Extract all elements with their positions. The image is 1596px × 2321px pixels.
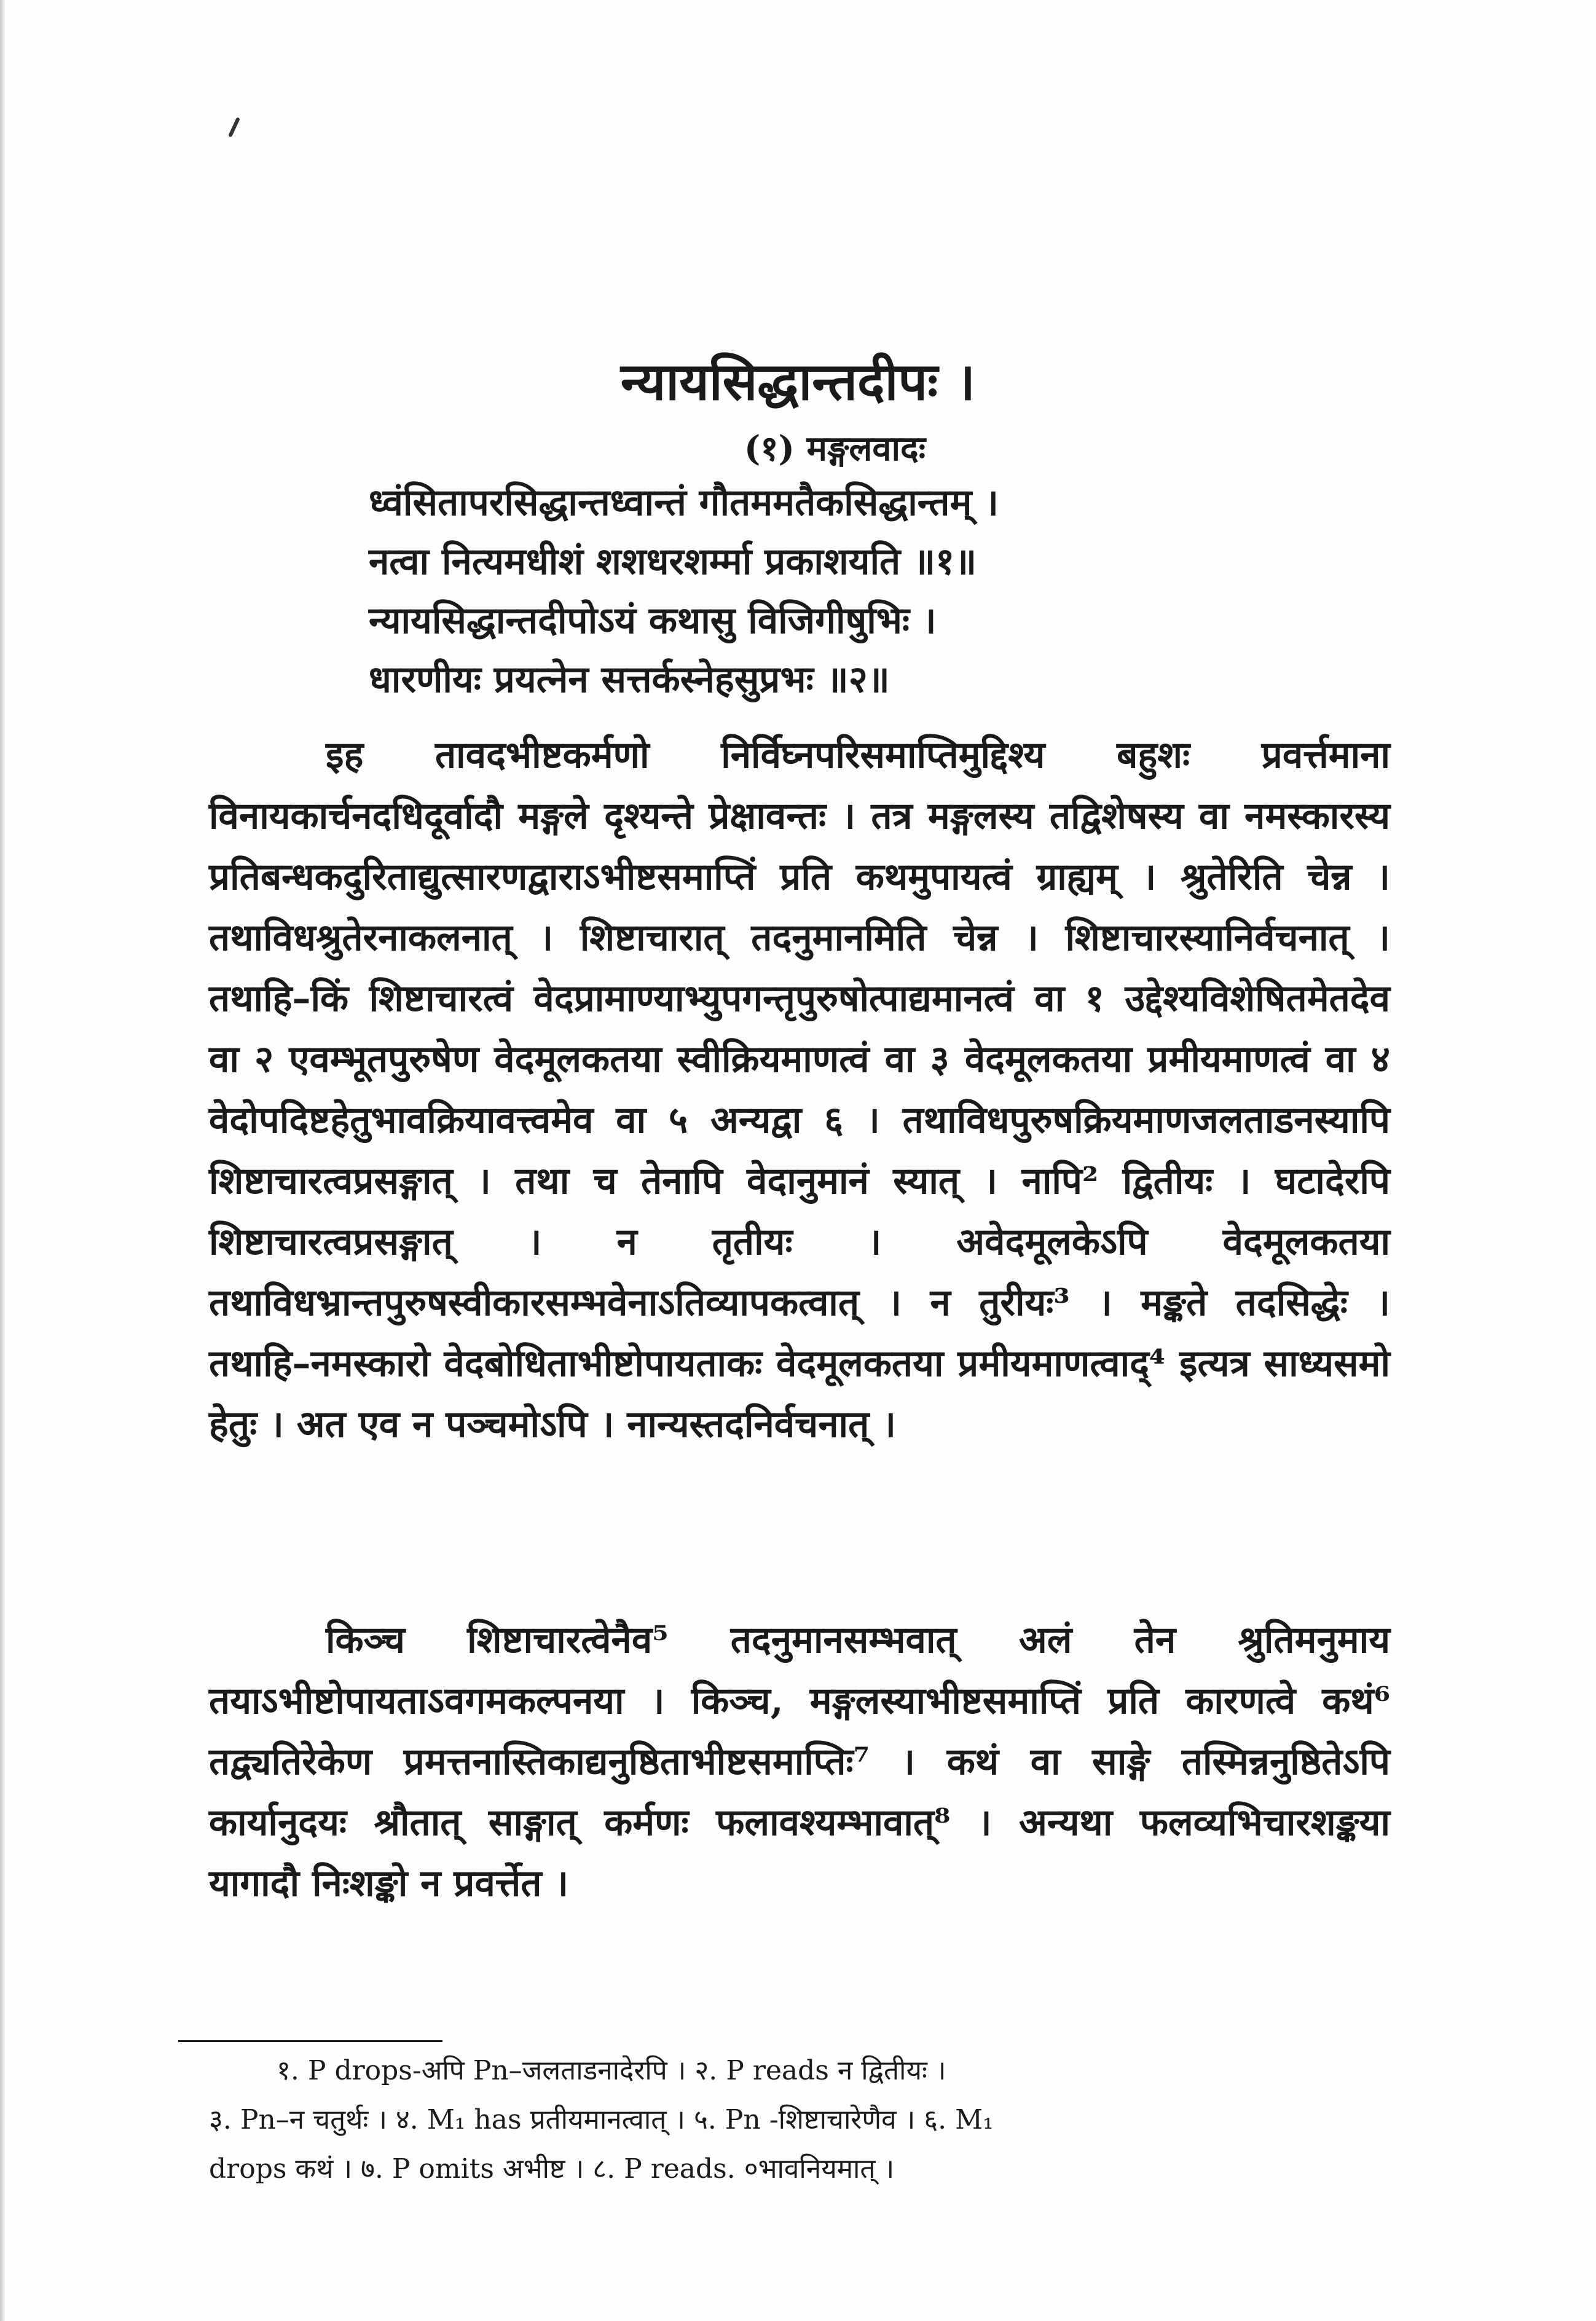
verse-line: धारणीयः प्रयत्नेन सत्तर्कस्नेहसुप्रभः ॥२॥	[369, 658, 890, 701]
verse-line: ध्वंसितापरसिद्धान्तध्वान्तं गौतममतैकसिद्धान्तम् ।	[369, 481, 999, 524]
body-paragraph-1	[209, 725, 1390, 1455]
paragraph-text: इह तावदभीष्टकर्मणो निर्विघ्नपरिसमाप्तिमुद्दिश्य बहुशः प्रवर्त्तमाना विनायकार्चनदधिदूर्वादौ मङ्गले दृश्यन्ते प्रेक्षावन्तः । तत्र मङ्गलस्य तद्विशेषस्य वा नमस्कारस्य प्रतिबन्धकदुरिताद्युत्सारणद्वाराऽभीष्टसमाप्तिं प्रति कथमुपायत्वं ग्राह्यम् । श्रुतेरिति चेन्न । तथाविधश्रुतेरनाकलनात् । शिष्टाचारात् तदनुमानमिति चेन्न । शिष्टाचारस्यानिर्वचनात् । तथाहि–किं शिष्टाचारत्वं वेदप्रामाण्याभ्युपगन्तृपुरुषोत्पाद्यमानत्वं वा १ उद्देश्यविशेषितमेतदेव वा २ एवम्भूतपुरुषेण वेदमूलकतया स्वीक्रियमाणत्वं वा ३ वेदमूलकतया प्रमीयमाणत्वं वा ४ वेदोपदिष्टहेतुभावक्रियावत्त्वमेव वा ५ अन्यद्वा ६ । तथाविधपुरुषक्रियमाणजलताडनस्यापि शिष्टाचारत्वप्रसङ्गात् । तथा च तेनापि वेदानुमानं स्यात् । नापि² द्वितीयः । घटादेरपि शिष्टाचारत्वप्रसङ्गात् । न तृतीयः । अवेदमूलकेऽपि वेदमूलकतया तथाविधभ्रान्तपुरुषस्वीकारसम्भवेनाऽतिव्यापकत्वात् । न तुरीयः³ । मङ्कते तदसिद्धेः । तथाहि–नमस्कारो वेदबोधिताभीष्टोपायताकः वेदमूलकतया प्रमीयमाणत्वाद्⁴ इत्यत्र साध्यसमो हेतुः । अत एव न पञ्चमोऽपि । नान्यस्तदनिर्वचनात् ।	[209, 734, 1390, 1446]
body-paragraph-2	[209, 1610, 1390, 1914]
page-title: न्यायसिद्धान्तदीपः ।	[620, 351, 976, 412]
footnotes	[209, 2046, 1390, 2194]
section-heading: (१) मङ्गलवादः	[744, 428, 926, 469]
footnote-line: drops कथं । ७. P omits अभीष्ट । ८. P reads. ०भावनियमात् ।	[209, 2153, 895, 2185]
footnote-divider	[178, 2040, 442, 2042]
opening-verses	[369, 473, 1413, 709]
stray-ink-mark	[228, 117, 240, 137]
footnote-line: ३. Pn–न चतुर्थः । ४. M₁ has प्रतीयमानत्वात् । ५. Pn -शिष्टाचारेणैव । ६. M₁	[209, 2104, 994, 2135]
verse-line: न्यायसिद्धान्तदीपोऽयं कथासु विजिगीषुभिः ।	[369, 599, 937, 642]
footnote-line: १. P drops-अपि Pn–जलताडनादेरपि । २. P reads न द्वितीयः ।	[277, 2055, 946, 2086]
verse-line: नत्वा नित्यमधीशं शशधरशर्म्मा प्रकाशयति ॥१॥	[369, 540, 977, 583]
paragraph-text: किञ्च शिष्टाचारत्वेनैव⁵ तदनुमानसम्भवात् अलं तेन श्रुतिमनुमाय तयाऽभीष्टोपायताऽवगमकल्पनया । किञ्च, मङ्गलस्याभीष्टसमाप्तिं प्रति कारणत्वे कथं⁶ तद्व्यतिरेकेण प्रमत्तनास्तिकाद्यनुष्ठिताभीष्टसमाप्तिः⁷ । कथं वा साङ्गे तस्मिन्ननुष्ठितेऽपि कार्यानुदयः श्रौतात् साङ्गात् कर्मणः फलावश्यम्भावात्⁸ । अन्यथा फलव्यभिचारशङ्कया यागादौ निःशङ्को न प्रवर्त्तेत ।	[209, 1619, 1390, 1905]
